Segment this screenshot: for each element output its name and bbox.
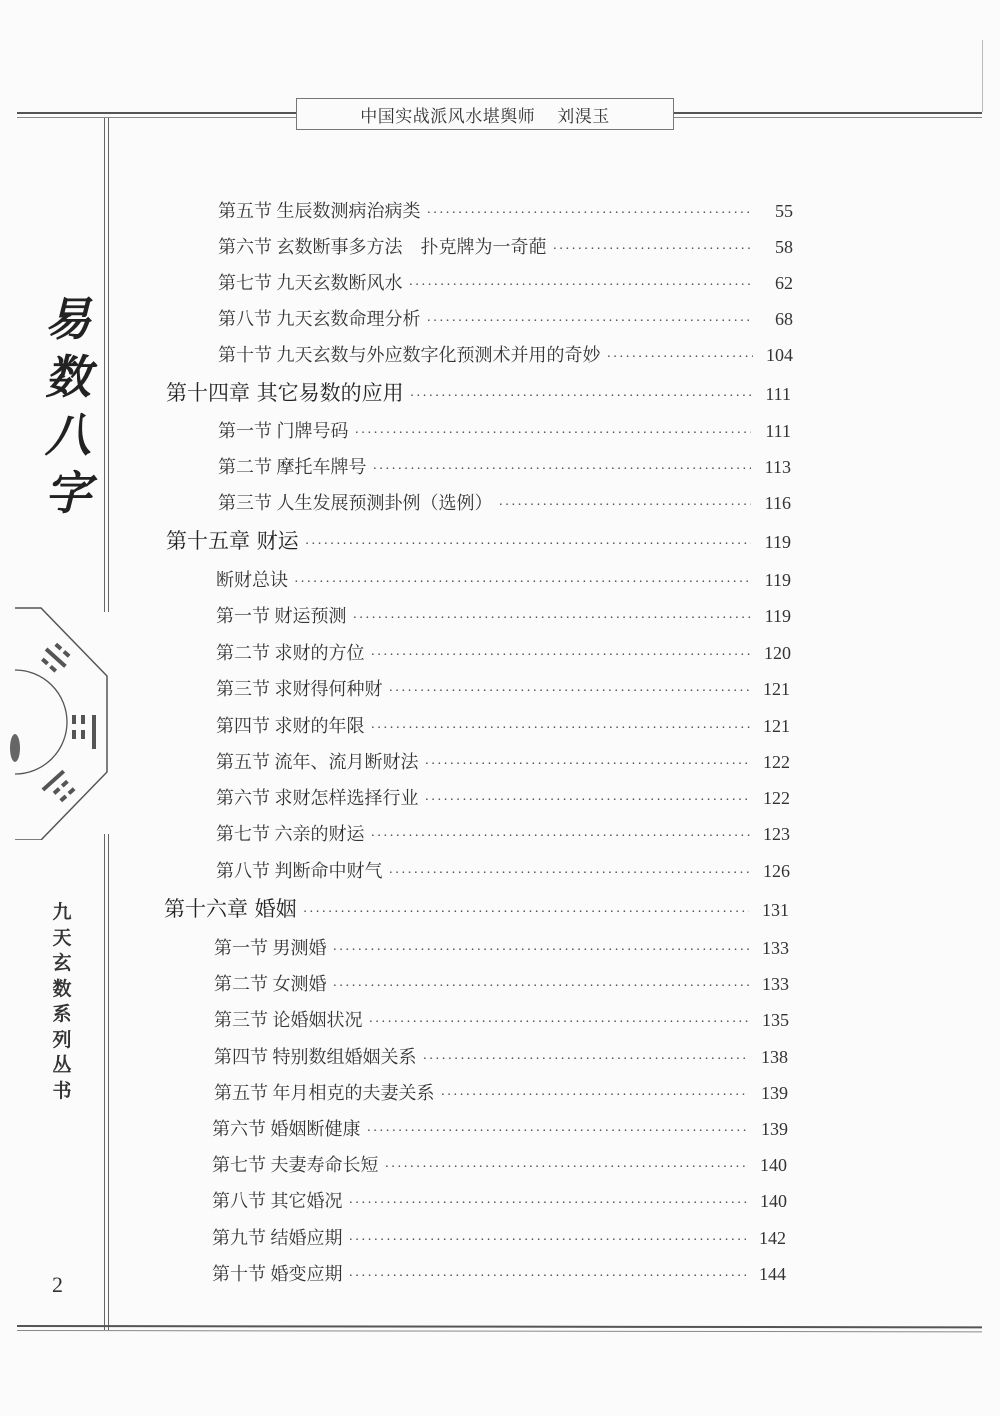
toc-entry-page: 139 <box>761 1083 788 1103</box>
dot-leader <box>425 793 751 809</box>
toc-section-entry[interactable] <box>214 970 789 996</box>
dot-leader <box>423 1052 749 1068</box>
series-title-char: 九 <box>52 901 72 923</box>
toc-entry-title: 第十节 九天玄数与外应数字化预测术并用的奇妙 <box>218 345 601 365</box>
toc-section-entry[interactable] <box>218 233 793 259</box>
toc-section-entry[interactable] <box>212 1151 787 1177</box>
toc-entry-title: 第八节 判断命中财气 <box>216 861 383 881</box>
toc-section-entry[interactable] <box>216 820 790 846</box>
toc-entry-page: 139 <box>761 1119 788 1139</box>
toc-section-entry[interactable] <box>216 675 790 701</box>
toc-entry-title: 第二节 摩托车牌号 <box>218 457 367 477</box>
dot-leader <box>371 721 751 737</box>
toc-section-entry[interactable] <box>212 1260 786 1286</box>
toc-entry-page: 135 <box>762 1010 789 1030</box>
toc-entry-title: 第十五章 财运 <box>166 529 299 553</box>
toc-section-entry[interactable] <box>218 269 793 295</box>
dot-leader <box>305 537 751 553</box>
toc-section-entry[interactable] <box>218 489 791 515</box>
toc-entry-page: 144 <box>759 1264 786 1284</box>
dot-leader <box>385 1160 748 1176</box>
dot-leader <box>294 575 751 591</box>
toc-entry-title: 第七节 夫妻寿命长短 <box>212 1155 379 1175</box>
dot-leader <box>427 206 754 222</box>
toc-chapter-entry[interactable] <box>164 893 789 923</box>
dot-leader <box>303 905 749 921</box>
header-author: 刘湨玉 <box>557 106 610 127</box>
toc-entry-page: 120 <box>764 643 791 663</box>
series-title-char: 数 <box>52 977 72 1000</box>
toc-entry-title: 第二节 女测婚 <box>214 974 327 994</box>
toc-entry-page: 126 <box>763 861 790 881</box>
toc-entry-title: 第一节 男测婚 <box>214 938 327 958</box>
toc-section-entry[interactable] <box>214 934 789 960</box>
toc-entry-title: 第六节 婚姻断健康 <box>212 1119 361 1139</box>
running-header <box>296 98 674 130</box>
toc-section-entry[interactable] <box>216 566 791 592</box>
toc-section-entry[interactable] <box>212 1224 786 1250</box>
toc-section-entry[interactable] <box>216 602 791 628</box>
series-title-char: 列 <box>52 1028 72 1051</box>
toc-entry-page: 62 <box>775 273 793 293</box>
toc-entry-page: 111 <box>765 421 791 441</box>
toc-section-entry[interactable] <box>218 417 791 443</box>
toc-entry-title: 第三节 求财得何种财 <box>216 679 383 699</box>
series-title-char: 天 <box>52 926 72 949</box>
toc-entry-page: 58 <box>775 237 793 257</box>
toc-section-entry[interactable] <box>218 305 793 331</box>
toc-section-entry[interactable] <box>218 341 793 367</box>
toc-entry-page: 68 <box>775 309 793 329</box>
toc-entry-page: 55 <box>775 201 793 221</box>
toc-section-entry[interactable] <box>216 639 791 665</box>
toc-entry-title: 第十六章 婚姻 <box>164 897 297 921</box>
toc-entry-page: 113 <box>764 457 791 477</box>
toc-entry-page: 111 <box>765 384 791 404</box>
toc-entry-page: 119 <box>764 570 791 590</box>
dot-leader <box>410 389 751 405</box>
toc-entry-page: 140 <box>760 1191 787 1211</box>
toc-section-entry[interactable] <box>218 197 793 223</box>
toc-section-entry[interactable] <box>216 857 790 883</box>
toc-entry-page: 121 <box>763 716 790 736</box>
toc-entry-title: 第九节 结婚应期 <box>212 1228 343 1248</box>
dot-leader <box>389 866 751 882</box>
toc-entry-title: 第七节 六亲的财运 <box>216 824 365 844</box>
toc-section-entry[interactable] <box>214 1079 788 1105</box>
toc-entry-title: 第七节 九天玄数断风水 <box>218 273 403 293</box>
toc-section-entry[interactable] <box>216 748 790 774</box>
toc-entry-page: 133 <box>762 974 789 994</box>
dot-leader <box>607 350 754 366</box>
dot-leader <box>373 462 752 478</box>
toc-entry-title: 第六节 求财怎样选择行业 <box>216 788 419 808</box>
toc-section-entry[interactable] <box>212 1187 787 1213</box>
page-number: 2 <box>52 1272 63 1297</box>
toc-entry-title: 第二节 求财的方位 <box>216 643 365 663</box>
toc-section-entry[interactable] <box>218 453 791 479</box>
toc-section-entry[interactable] <box>216 784 790 810</box>
toc-entry-page: 122 <box>763 752 790 772</box>
toc-entry-title: 第四节 求财的年限 <box>216 716 365 736</box>
toc-entry-page: 142 <box>759 1228 786 1248</box>
book-title-char: 八 <box>45 408 91 462</box>
toc-section-entry[interactable] <box>214 1006 789 1032</box>
toc-entry-page: 119 <box>764 532 791 552</box>
toc-entry-title: 第五节 年月相克的夫妻关系 <box>214 1083 435 1103</box>
dot-leader <box>371 829 751 845</box>
bottom-rule <box>17 1325 982 1328</box>
toc-entry-title: 第五节 流年、流月断财法 <box>216 752 419 772</box>
toc-entry-title: 第五节 生辰数测病治病类 <box>218 201 421 221</box>
toc-entry-title: 第一节 门牌号码 <box>218 421 349 441</box>
dot-leader <box>333 943 750 959</box>
dot-leader <box>367 1124 749 1140</box>
dot-leader <box>441 1088 749 1104</box>
dot-leader <box>349 1269 747 1285</box>
toc-entry-page: 122 <box>763 788 790 808</box>
toc-entry-title: 第四节 特别数组婚姻关系 <box>214 1047 417 1067</box>
toc-entry-title: 第六节 玄数断事多方法 扑克牌为一奇葩 <box>218 237 547 257</box>
toc-entry-page: 104 <box>766 345 793 365</box>
toc-entry-page: 121 <box>763 679 790 699</box>
toc-entry-page: 133 <box>762 938 789 958</box>
toc-entry-title: 第三节 论婚姻状况 <box>214 1010 363 1030</box>
dot-leader <box>353 611 752 627</box>
toc-entry-page: 131 <box>762 900 789 920</box>
dot-leader <box>427 314 754 330</box>
series-title-char: 丛 <box>52 1054 72 1076</box>
dot-leader <box>371 648 752 664</box>
book-title-char: 字 <box>45 466 91 520</box>
dot-leader <box>333 979 750 995</box>
series-title-vertical <box>42 900 82 1104</box>
toc-section-entry[interactable] <box>214 1043 788 1069</box>
dot-leader <box>499 498 752 514</box>
series-title-char: 书 <box>52 1079 72 1102</box>
toc-entry-page: 140 <box>760 1155 787 1175</box>
toc-section-entry[interactable] <box>212 1115 788 1141</box>
book-title-char: 易 <box>45 292 91 346</box>
series-title-char: 玄 <box>52 952 72 974</box>
dot-leader <box>389 684 751 700</box>
book-title-char: 数 <box>45 350 91 404</box>
toc-entry-page: 119 <box>764 606 791 626</box>
bottom-rule-thin <box>17 1330 982 1332</box>
dot-leader <box>349 1233 747 1249</box>
dot-leader <box>553 242 754 258</box>
toc-entry-page: 116 <box>764 493 791 513</box>
toc-entry-title: 断财总诀 <box>216 570 288 590</box>
series-title-char: 系 <box>52 1003 72 1025</box>
dot-leader <box>355 426 752 442</box>
book-title-vertical <box>38 290 98 522</box>
toc-entry-title: 第十节 婚变应期 <box>212 1264 343 1284</box>
toc-entry-page: 123 <box>763 824 790 844</box>
dot-leader <box>349 1196 748 1212</box>
toc-entry-title: 第十四章 其它易数的应用 <box>166 381 404 405</box>
toc-chapter-entry[interactable] <box>166 377 791 407</box>
toc-entry-title: 第三节 人生发展预测卦例（选例） <box>218 493 493 513</box>
bagua-trigram-icon <box>0 600 115 840</box>
toc-entry-title: 第八节 九天玄数命理分析 <box>218 309 421 329</box>
right-edge-rule <box>982 40 983 112</box>
toc-chapter-entry[interactable] <box>166 525 791 555</box>
toc-entry-title: 第一节 财运预测 <box>216 606 347 626</box>
dot-leader <box>425 757 751 773</box>
dot-leader <box>369 1015 750 1031</box>
toc-entry-title: 第八节 其它婚况 <box>212 1191 343 1211</box>
header-publisher-line: 中国实战派风水堪舆师 <box>360 106 536 127</box>
toc-section-entry[interactable] <box>216 712 790 738</box>
toc-entry-page: 138 <box>761 1047 788 1067</box>
dot-leader <box>409 278 754 294</box>
